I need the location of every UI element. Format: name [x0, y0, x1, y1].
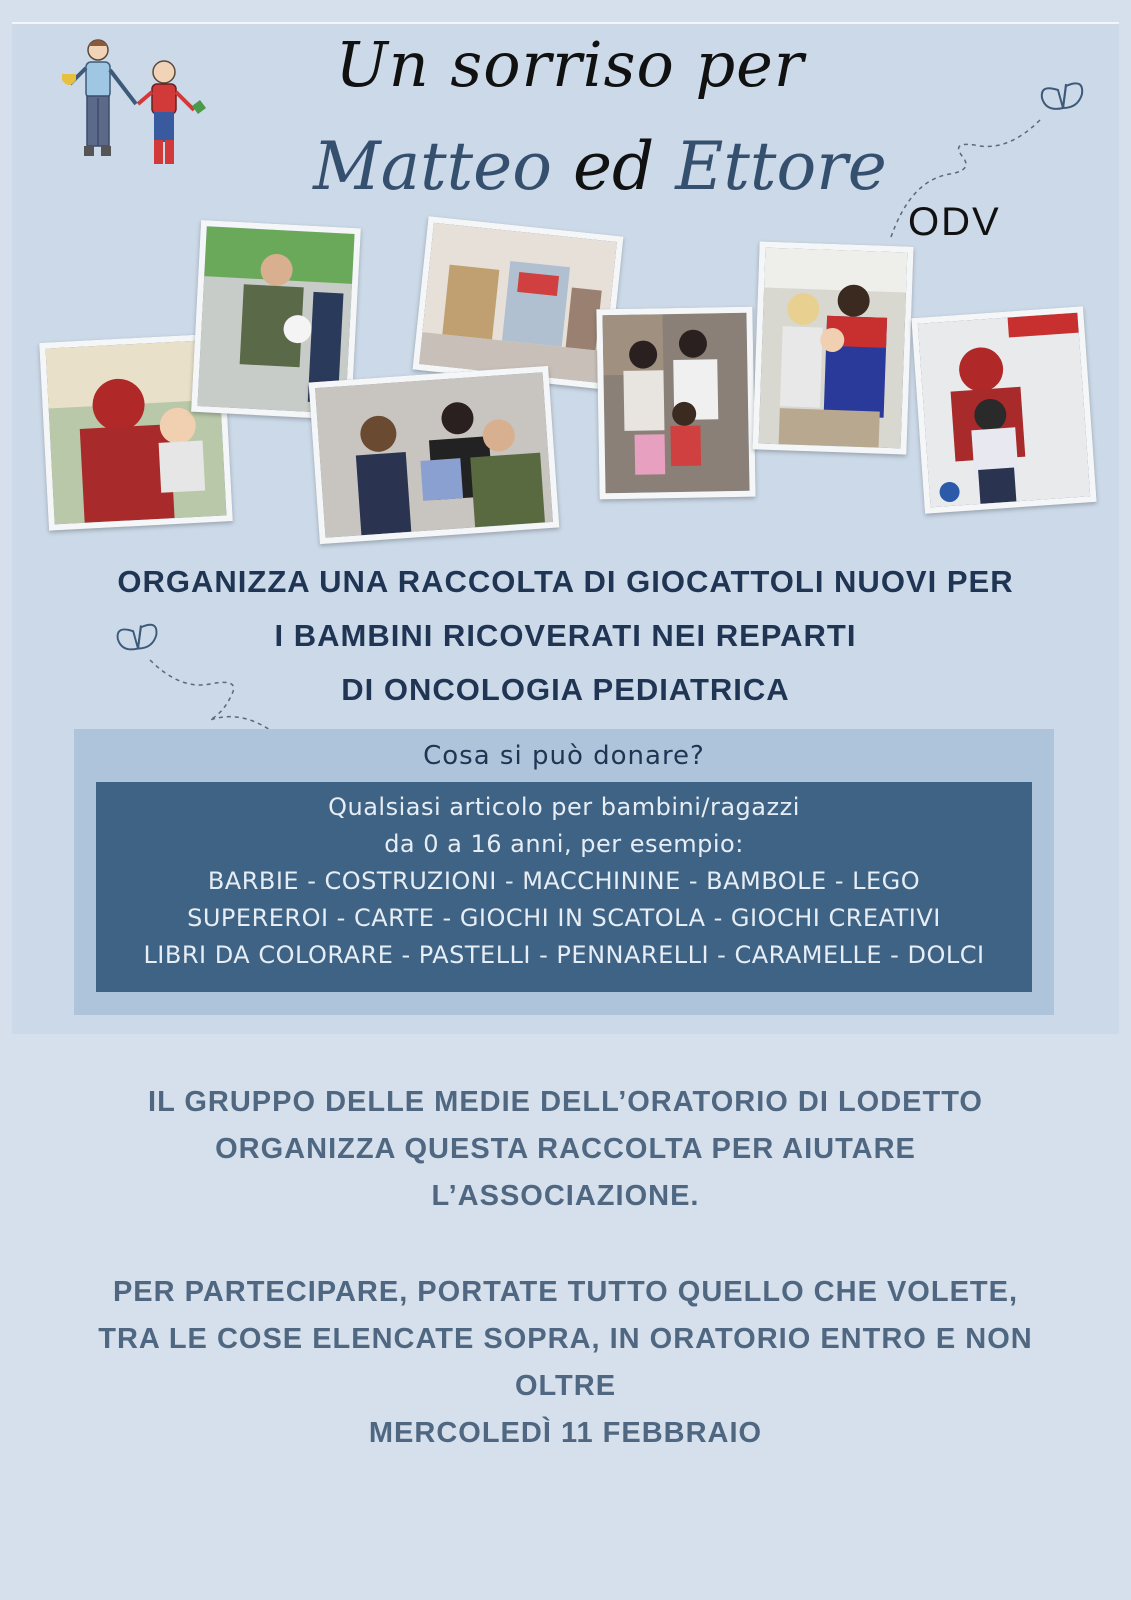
- title-line-1: Un sorriso per: [335, 28, 805, 101]
- photo-volunteers-toys: [596, 307, 755, 500]
- donate-line-2: da 0 a 16 anni, per esempio:: [384, 830, 744, 858]
- info-p2-line-2: TRA LE COSE ELENCATE SOPRA, IN ORATORIO ENTRO E NON: [98, 1323, 1033, 1355]
- title-name-matteo: Matteo: [313, 128, 552, 205]
- info-p2-line-1: PER PARTECIPARE, PORTATE TUTTO QUELLO CHE VOLETE,: [112, 1276, 1019, 1308]
- donate-line-3: BARBIE - COSTRUZIONI - MACCHININE - BAMBOLE - LEGO: [207, 867, 921, 895]
- photo-superhero-baby: [752, 241, 913, 454]
- title-ed: ed: [572, 128, 655, 205]
- dashed-trail-top: [870, 110, 1050, 250]
- info-p1-line-1: IL GRUPPO DELLE MEDIE DELL’ORATORIO DI LODETTO: [148, 1086, 983, 1118]
- headline-line-1: ORGANIZZA UNA RACCOLTA DI GIOCATTOLI NUOVI PER: [117, 564, 1014, 599]
- title-line-2: [270, 128, 930, 205]
- odv-label: ODV: [908, 200, 1001, 244]
- donate-line-4: SUPEREROI - CARTE - GIOCHI IN SCATOLA - GIOCHI CREATIVI: [187, 904, 941, 932]
- info-p2-line-4: MERCOLEDÌ 11 FEBBRAIO: [368, 1417, 763, 1449]
- donate-title: Cosa si può donare?: [423, 741, 705, 771]
- title-name-ettore: Ettore: [675, 128, 887, 205]
- photo-spiderman-hug: [911, 306, 1096, 514]
- info-p1-line-3: L’ASSOCIAZIONE.: [431, 1180, 700, 1212]
- donate-list: [96, 782, 1032, 992]
- info-p2-line-3: OLTRE: [514, 1370, 617, 1402]
- headline-line-2: I BAMBINI RICOVERATI NEI REPARTI: [274, 618, 857, 653]
- kids-illustration: [54, 36, 224, 186]
- photo-toy-carts: [412, 216, 623, 390]
- donate-box: [74, 729, 1054, 1015]
- donate-line-1: Qualsiasi articolo per bambini/ragazzi: [328, 793, 800, 821]
- info-p1-line-2: ORGANIZZA QUESTA RACCOLTA PER AIUTARE: [215, 1133, 916, 1165]
- donate-line-5: LIBRI DA COLORARE - PASTELLI - PENNARELLI - CARAMELLE - DOLCI: [143, 941, 985, 969]
- headline-line-3: DI ONCOLOGIA PEDIATRICA: [341, 672, 790, 707]
- photo-kids-box: [309, 366, 560, 544]
